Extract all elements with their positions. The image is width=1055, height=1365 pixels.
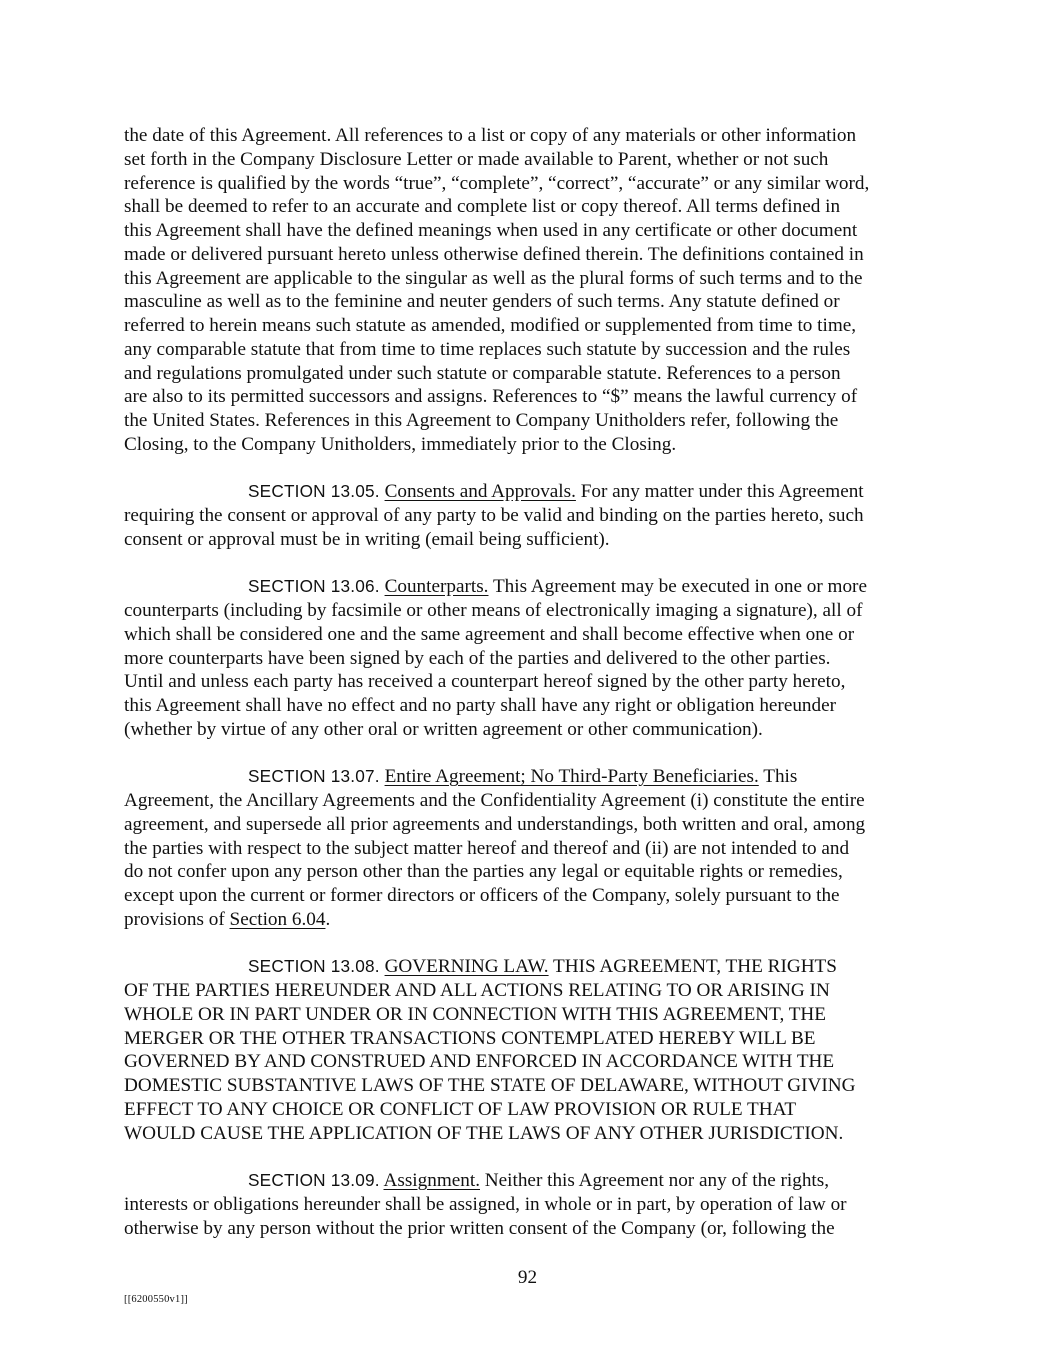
section-13-07: [124, 765, 934, 931]
section-label: SECTION 13.09.: [248, 1170, 380, 1190]
page-number: 92: [517, 1267, 538, 1288]
document-id: [[6200550v1]]: [124, 1294, 188, 1305]
section-text: THIS AGREEMENT, THE RIGHTS OF THE PARTIES HEREUNDER AND ALL ACTIONS RELATING TO OR ARISING IN WHOLE OR IN PART UNDER OR IN CONNECTION WITH THIS AGREEMENT, THE MERGER OR THE OTHER TRANSACTIONS CONTEMPLATED HEREBY WILL BE GOVERNED BY AND CONSTRUED AND ENFORCED IN ACCORDANCE WITH THE DOMESTIC SUBSTANTIVE LAWS OF THE STATE OF DELAWARE, WITHOUT GIVING EFFECT TO ANY CHOICE OR CONFLICT OF LAW PROVISION OR RULE THAT WOULD CAUSE THE APPLICATION OF THE LAWS OF ANY OTHER JURISDICTION.: [124, 956, 856, 1144]
section-heading: Counterparts.: [384, 576, 489, 598]
section-text: This Agreement may be executed in one or more counterparts (including by facsimile or other means of electronically imaging a signature), all of which shall be considered one and the same agreement and shall become effective when one or more counterparts have been signed by each of the parties and delivered to the other parties. Until and unless each party has received a counterpart hereof signed by the other party hereto, this Agreement shall have no effect and no party shall have any right or obligation hereunder (whether by virtue of any other oral or written agreement or other communication).: [124, 576, 867, 740]
section-13-09: [124, 1169, 934, 1240]
section-cross-reference: Section 6.04: [229, 908, 326, 930]
section-label: SECTION 13.06.: [248, 576, 380, 597]
section-13-06: [124, 575, 934, 741]
section-text: For any matter under this Agreement requiring the consent or approval of any party to be valid and binding on the parties hereto, such consent or approval must be in writing (email being sufficient).: [124, 481, 864, 550]
section-label: SECTION 13.05.: [248, 481, 380, 502]
section-heading: Consents and Approvals.: [384, 481, 576, 503]
section-13-08: [124, 955, 934, 1145]
section-label: SECTION 13.07.: [248, 766, 380, 787]
section-13-05: [124, 480, 934, 551]
section-heading: Entire Agreement; No Third-Party Beneficiaries.: [384, 766, 759, 788]
intro-paragraph: the date of this Agreement. All references to a list or copy of any materials or other information set forth in the Company Disclosure Letter or made available to Parent, whether or not such reference is qualified by the words “true”, “complete”, “correct”, “accurate” or any similar word, shall be deemed to refer to an accurate and complete list or copy thereof. All terms defined in this Agreement shall have the defined meanings when used in any certificate or other document made or delivered pursuant hereto unless otherwise defined therein. The definitions contained in this Agreement are applicable to the singular as well as the plural forms of such terms and to the masculine as well as to the feminine and neuter genders of such terms. Any statute defined or referred to herein means such statute as amended, modified or supplemented from time to time, any comparable statute that from time to time replaces such statute by succession and the rules and regulations promulgated under such statute or comparable statute. References to a person are also to its permitted successors and assigns. References to “$” means the lawful currency of the United States. References in this Agreement to Company Unitholders refer, following the Closing, to the Company Unitholders, immediately prior to the Closing.: [124, 125, 870, 455]
section-heading: GOVERNING LAW.: [384, 956, 549, 978]
document-body: [124, 124, 934, 1264]
section-heading: Assignment.: [383, 1170, 480, 1191]
section-text: Neither this Agreement nor any of the rights, interests or obligations hereunder shall be assigned, in whole or in part, by operation of law or otherwise by any person without the prior written consent of the Company (or, following the: [124, 1170, 847, 1239]
section-text: This Agreement, the Ancillary Agreements and the Confidentiality Agreement (i) constitute the entire agreement, and supersede all prior agreements and understandings, both written and oral, among the parties with respect to the subject matter hereof and thereof and (ii) are not intended to and do not confer upon any person other than the parties any legal or equitable rights or remedies, except upon the current or former directors or officers of the Company, solely pursuant to the provisions of: [124, 766, 866, 930]
section-text-tail: .: [325, 908, 331, 930]
section-label: SECTION 13.08.: [248, 956, 380, 977]
